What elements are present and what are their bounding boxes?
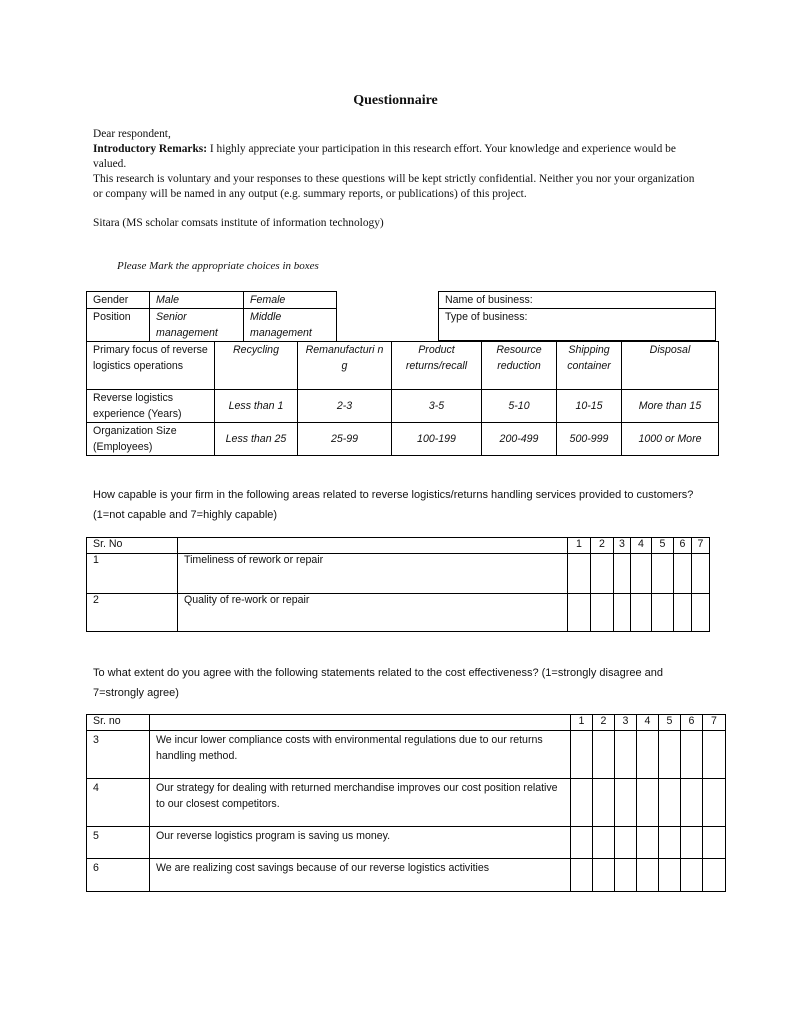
item-statement: We are realizing cost savings because of our reverse logistics activities <box>150 859 571 892</box>
section1-sr-header: Sr. No <box>87 538 178 554</box>
item-statement: We incur lower compliance costs with environmental regulations due to our returns handling method. <box>150 731 571 779</box>
section1-statement-header <box>178 538 568 554</box>
section2-scale-2: 2 <box>593 715 615 731</box>
section2-scale-6: 6 <box>681 715 703 731</box>
section2-sr-header: Sr. no <box>87 715 150 731</box>
instruction-text: Please Mark the appropriate choices in boxes <box>117 260 319 272</box>
gender-option-female[interactable]: Female <box>244 292 337 309</box>
section1-scale-6: 6 <box>674 538 692 554</box>
rating-box-7[interactable] <box>692 554 710 594</box>
item-number: 5 <box>87 827 150 859</box>
table-row <box>87 827 726 859</box>
size-option-1[interactable]: Less than 25 <box>215 423 298 456</box>
rating-box-3[interactable] <box>614 594 631 632</box>
rating-box-4[interactable] <box>637 779 659 827</box>
business-name-field[interactable]: Name of business: <box>439 292 716 309</box>
rating-box-2[interactable] <box>593 827 615 859</box>
rating-box-1[interactable] <box>571 827 593 859</box>
section2-scale-7: 7 <box>703 715 726 731</box>
rating-box-1[interactable] <box>568 554 591 594</box>
section2-scale-4: 4 <box>637 715 659 731</box>
rating-box-6[interactable] <box>681 731 703 779</box>
rating-box-5[interactable] <box>652 554 674 594</box>
remarks-label: Introductory Remarks: <box>93 143 208 155</box>
section2-question: To what extent do you agree with the following statements related to the cost effectiveness? (1=strongly disagree and 7=strongly agree) <box>93 667 663 699</box>
position-option-senior[interactable]: Senior management <box>150 309 244 342</box>
section1-scale-7: 7 <box>692 538 710 554</box>
table-row <box>87 594 710 632</box>
rating-box-6[interactable] <box>674 594 692 632</box>
introductory-remarks <box>93 142 703 172</box>
rating-box-5[interactable] <box>659 859 681 892</box>
rating-box-1[interactable] <box>571 779 593 827</box>
rating-box-4[interactable] <box>637 731 659 779</box>
rating-box-2[interactable] <box>593 779 615 827</box>
rating-box-3[interactable] <box>615 779 637 827</box>
rating-box-6[interactable] <box>681 779 703 827</box>
rating-box-4[interactable] <box>631 594 652 632</box>
gender-label: Gender <box>87 292 150 309</box>
gender-option-male[interactable]: Male <box>150 292 244 309</box>
table-row <box>87 779 726 827</box>
business-type-field[interactable]: Type of business: <box>439 309 716 341</box>
table-row <box>87 859 726 892</box>
rating-box-1[interactable] <box>571 731 593 779</box>
focus-option-disposal[interactable]: Disposal <box>622 342 719 390</box>
section2-scale-1: 1 <box>571 715 593 731</box>
rating-box-2[interactable] <box>593 731 615 779</box>
rating-box-2[interactable] <box>591 554 614 594</box>
section2-scale-3: 3 <box>615 715 637 731</box>
experience-option-5[interactable]: 10-15 <box>557 390 622 423</box>
rating-box-1[interactable] <box>571 859 593 892</box>
position-label: Position <box>87 309 150 342</box>
gender-position-table <box>86 291 337 342</box>
table-row <box>87 731 726 779</box>
item-statement: Timeliness of rework or repair <box>178 554 568 594</box>
rating-box-3[interactable] <box>614 554 631 594</box>
rating-box-5[interactable] <box>659 779 681 827</box>
size-option-3[interactable]: 100-199 <box>392 423 482 456</box>
rating-box-4[interactable] <box>631 554 652 594</box>
item-statement: Our strategy for dealing with returned merchandise improves our cost position relative to our closest competitors. <box>150 779 571 827</box>
section1-scale-3: 3 <box>614 538 631 554</box>
section2-scale-5: 5 <box>659 715 681 731</box>
focus-option-product-returns[interactable]: Product returns/recall <box>392 342 482 390</box>
focus-option-recycling[interactable]: Recycling <box>215 342 298 390</box>
remarks-text: I highly appreciate your participation in this research effort. Your knowledge and experience would be valued. <box>93 143 676 170</box>
experience-label: Reverse logistics experience (Years) <box>87 390 215 423</box>
item-statement: Our reverse logistics program is saving us money. <box>150 827 571 859</box>
size-label: Organization Size (Employees) <box>87 423 215 456</box>
rating-box-6[interactable] <box>681 827 703 859</box>
item-number: 2 <box>87 594 178 632</box>
section1-scale-2: 2 <box>591 538 614 554</box>
rating-box-6[interactable] <box>681 859 703 892</box>
focus-label: Primary focus of reverse logistics operations <box>87 342 215 390</box>
rating-box-7[interactable] <box>703 859 726 892</box>
item-number: 3 <box>87 731 150 779</box>
focus-option-shipping-container[interactable]: Shipping container <box>557 342 622 390</box>
rating-box-3[interactable] <box>615 827 637 859</box>
rating-box-2[interactable] <box>591 594 614 632</box>
rating-box-2[interactable] <box>593 859 615 892</box>
experience-option-2[interactable]: 2-3 <box>298 390 392 423</box>
experience-option-6[interactable]: More than 15 <box>622 390 719 423</box>
rating-box-5[interactable] <box>659 827 681 859</box>
rating-box-4[interactable] <box>637 827 659 859</box>
salutation: Dear respondent, <box>93 128 171 140</box>
section1-table <box>86 537 710 632</box>
rating-box-4[interactable] <box>637 859 659 892</box>
rating-box-3[interactable] <box>615 731 637 779</box>
focus-option-remanufacturing[interactable]: Remanufacturi ng <box>298 342 392 390</box>
rating-box-5[interactable] <box>659 731 681 779</box>
experience-option-3[interactable]: 3-5 <box>392 390 482 423</box>
item-number: 1 <box>87 554 178 594</box>
size-option-4[interactable]: 200-499 <box>482 423 557 456</box>
size-option-6[interactable]: 1000 or More <box>622 423 719 456</box>
section1-question: How capable is your firm in the following areas related to reverse logistics/returns handling services provided to customers? (1=not capable and 7=highly capable) <box>93 489 694 521</box>
experience-option-1[interactable]: Less than 1 <box>215 390 298 423</box>
size-option-5[interactable]: 500-999 <box>557 423 622 456</box>
focus-option-resource-reduction[interactable]: Resource reduction <box>482 342 557 390</box>
section1-scale-5: 5 <box>652 538 674 554</box>
page-title: Questionnaire <box>353 93 438 108</box>
rating-box-7[interactable] <box>703 827 726 859</box>
rating-box-7[interactable] <box>703 779 726 827</box>
rating-box-1[interactable] <box>568 594 591 632</box>
section1-scale-4: 4 <box>631 538 652 554</box>
operations-table <box>86 341 719 456</box>
confidentiality-text: This research is voluntary and your responses to these questions will be kept strictly confidential. Neither you nor your organization or company will be named in any output (e.g. summary reports, or publications) of this project. <box>93 173 695 200</box>
section2-table <box>86 714 726 892</box>
size-option-2[interactable]: 25-99 <box>298 423 392 456</box>
rating-box-3[interactable] <box>615 859 637 892</box>
experience-option-4[interactable]: 5-10 <box>482 390 557 423</box>
section2-statement-header <box>150 715 571 731</box>
item-number: 4 <box>87 779 150 827</box>
rating-box-5[interactable] <box>652 594 674 632</box>
rating-box-7[interactable] <box>692 594 710 632</box>
item-statement: Quality of re-work or repair <box>178 594 568 632</box>
position-option-middle[interactable]: Middle management <box>244 309 337 342</box>
rating-box-6[interactable] <box>674 554 692 594</box>
business-info-table <box>438 291 716 341</box>
table-row <box>87 554 710 594</box>
section1-scale-1: 1 <box>568 538 591 554</box>
rating-box-7[interactable] <box>703 731 726 779</box>
author-line: Sitara (MS scholar comsats institute of information technology) <box>93 217 384 229</box>
item-number: 6 <box>87 859 150 892</box>
